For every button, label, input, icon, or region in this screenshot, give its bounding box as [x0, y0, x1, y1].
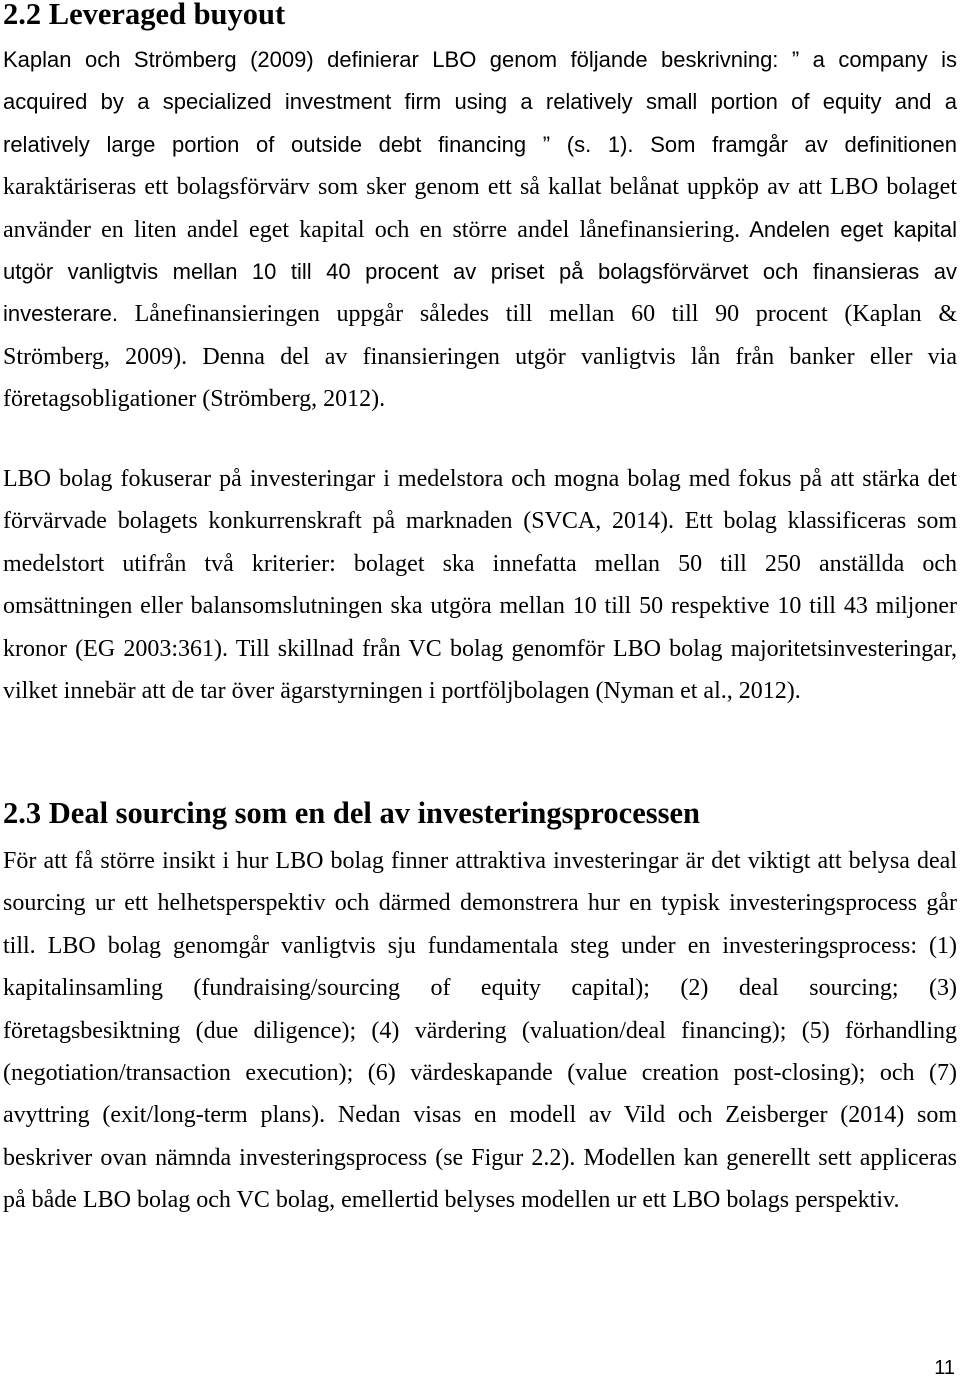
text-line: beskriver ovan nämnda investeringsprocess (se Figur 2.2). Modellen kan generellt sett appliceras — [3, 1144, 957, 1171]
text-line: omsättningen eller balansomslutningen ska utgöra mellan 10 till 50 respektive 10 till 43 miljoner — [3, 593, 957, 620]
text-line: Strömberg, 2009). Denna del av finansieringen utgör vanligtvis lån från banker eller via — [3, 343, 957, 370]
section-heading: 2.3 Deal sourcing som en del av investeringsprocessen — [3, 796, 700, 830]
text-line: avyttring (exit/long-term plans). Nedan visas en modell av Vild och Zeisberger (2014) som — [3, 1102, 957, 1129]
text-line: företagsbesiktning (due diligence); (4) värdering (valuation/deal financing); (5) förhandling — [3, 1017, 957, 1044]
text-line: kapitalinsamling (fundraising/sourcing of equity capital); (2) deal sourcing; (3) — [3, 975, 957, 1002]
text-line — [3, 209, 957, 251]
text-segment: Andelen eget kapital — [740, 216, 957, 242]
text-line: företagsobligationer (Strömberg, 2012). — [3, 386, 386, 413]
text-line — [3, 293, 957, 335]
text-segment: Lånefinansieringen uppgår således till mellan 60 till 90 procent (Kaplan & — [117, 301, 957, 328]
text-line: utgör vanligtvis mellan 10 till 40 procent av priset på bolagsförvärvet och finansieras av — [3, 258, 957, 284]
text-line: För att få större insikt i hur LBO bolag finner attraktiva investeringar är det viktigt att belysa deal — [3, 848, 957, 874]
paragraph — [3, 39, 957, 421]
paragraph — [3, 458, 957, 712]
text-line: vilket innebär att de tar över ägarstyrningen i portföljbolagen (Nyman et al., 2012). — [3, 677, 801, 704]
text-line: sourcing ur ett helhetsperspektiv och därmed demonstrera hur en typisk investeringsprocess går — [3, 890, 957, 917]
text-line: till. LBO bolag genomgår vanligtvis sju fundamentala steg under en investeringsprocess: (1) — [3, 932, 957, 959]
paragraph — [3, 840, 957, 1222]
text-line: LBO bolag fokuserar på investeringar i medelstora och mogna bolag med fokus på att stärka det — [3, 466, 957, 492]
text-line: (negotiation/transaction execution); (6) värdeskapande (value creation post-closing); och (7) — [3, 1059, 957, 1086]
text-line: karaktäriseras ett bolagsförvärv som sker genom ett så kallat belånat uppköp av att LBO bolaget — [3, 174, 957, 201]
text-line: kronor (EG 2003:361). Till skillnad från VC bolag genomför LBO bolag majoritetsinvesteringar, — [3, 635, 957, 662]
text-line: medelstort utifrån två kriterier: bolaget ska innefatta mellan 50 till 250 anställda och — [3, 550, 957, 577]
text-segment: använder en liten andel eget kapital och en större andel lånefinansiering. — [3, 216, 741, 243]
text-line: förvärvade bolagets konkurrenskraft på marknaden (SVCA, 2014). Ett bolag klassificeras som — [3, 508, 957, 535]
text-line: på både LBO bolag och VC bolag, emellertid belyses modellen ur ett LBO bolags perspektiv. — [3, 1187, 900, 1214]
text-line: Kaplan och Strömberg (2009) definierar LBO genom följande beskrivning: ” a company is — [3, 47, 957, 72]
section-heading: 2.2 Leveraged buyout — [3, 0, 286, 31]
text-line: relatively large portion of outside debt financing ” (s. 1). Som framgår av definitionen — [3, 131, 957, 157]
text-line: acquired by a specialized investment firm using a relatively small portion of equity and a — [3, 89, 957, 115]
text-segment: investerare. — [3, 301, 118, 327]
page-number: 11 — [934, 1357, 955, 1379]
